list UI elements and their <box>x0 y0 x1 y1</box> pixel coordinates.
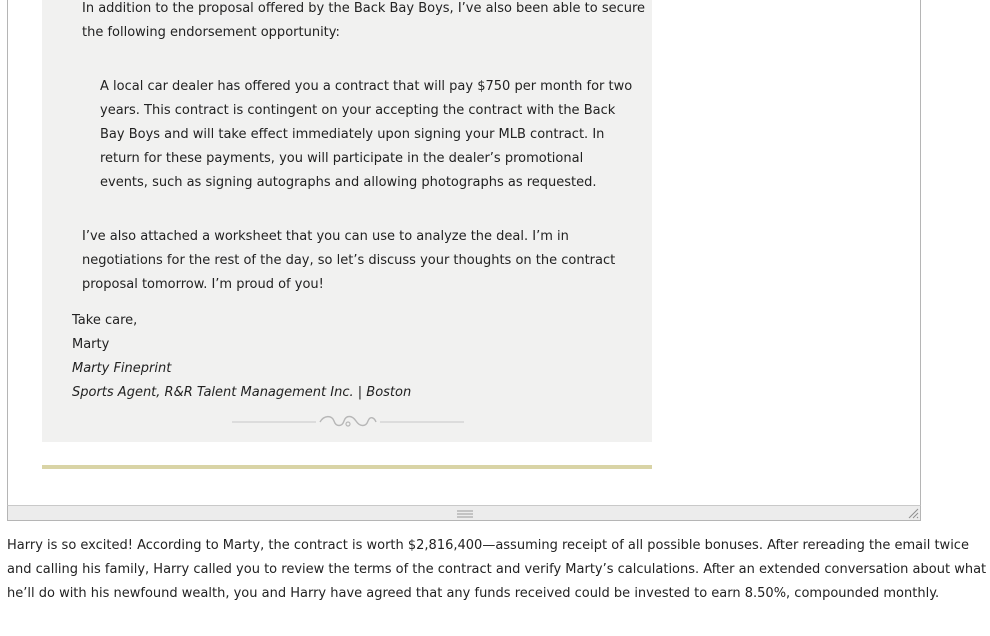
attach-line: negotiations for the rest of the day, so let’s discuss your thoughts on the contract <box>82 253 616 268</box>
email-scroll-frame[interactable] <box>7 0 921 506</box>
quote-line: events, such as signing autographs and allowing photographs as requested. <box>100 175 597 190</box>
quote-line: years. This contract is contingent on your accepting the contract with the Back <box>100 103 616 118</box>
grip-icon[interactable] <box>457 509 473 519</box>
quote-line: return for these payments, you will participate in the dealer’s promotional <box>100 151 584 166</box>
scenario-line: he’ll do with his newfound wealth, you and Harry have agreed that any funds received could be invested to earn 8.50%, compounded monthly. <box>7 586 940 601</box>
signer-full-name: Marty Fineprint <box>72 361 172 376</box>
scenario-line: and calling his family, Harry called you to review the terms of the contract and verify Marty’s calculations. After an extended conversation about what <box>7 562 987 577</box>
email-letter <box>42 0 652 442</box>
intro-line: In addition to the proposal offered by the Back Bay Boys, I’ve also been able to secure <box>82 1 646 16</box>
resize-bar[interactable] <box>7 505 921 521</box>
intro-paragraph <box>82 0 646 45</box>
attach-line: proposal tomorrow. I’m proud of you! <box>82 277 324 292</box>
scenario-line: Harry is so excited! According to Marty, the contract is worth $2,816,400—assuming receipt of all possible bonuses. After rereading the email twice <box>7 538 969 553</box>
intro-line: the following endorsement opportunity: <box>82 25 340 40</box>
gold-divider <box>42 465 652 469</box>
attach-line: I’ve also attached a worksheet that you can use to analyze the deal. I’m in <box>82 229 569 244</box>
endorsement-quote <box>100 75 633 195</box>
flourish-ornament-icon <box>232 413 464 431</box>
scenario-paragraph <box>7 534 987 606</box>
attachment-paragraph <box>82 225 616 297</box>
signature-block <box>72 309 592 405</box>
closing-text: Take care, <box>72 313 138 328</box>
quote-line: Bay Boys and will take effect immediately upon signing your MLB contract. In <box>100 127 605 142</box>
signer-title: Sports Agent, R&R Talent Management Inc. | Boston <box>72 385 412 400</box>
quote-line: A local car dealer has offered you a contract that will pay $750 per month for two <box>100 79 633 94</box>
resize-corner-icon[interactable] <box>907 507 919 519</box>
signer-first-name: Marty <box>72 337 110 352</box>
